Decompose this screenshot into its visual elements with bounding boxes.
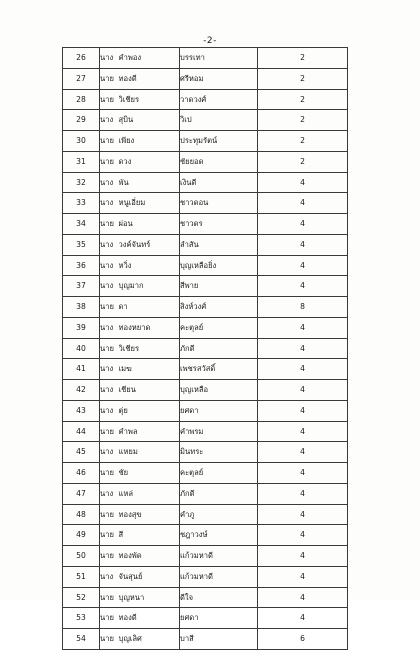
last-name-cell: เพชรสวัสดิ์	[180, 359, 258, 380]
first-name-cell: วิเชียร	[119, 338, 180, 359]
last-name-cell: วิเป	[180, 110, 258, 131]
last-name-cell: บุญเหลือยิ่ง	[180, 255, 258, 276]
row-number-cell: 31	[63, 151, 100, 172]
title-prefix-cell: นาย	[100, 504, 119, 525]
table-row	[63, 566, 348, 587]
value-cell: 4	[258, 587, 348, 608]
title-prefix-cell: นาง	[100, 234, 119, 255]
value-cell: 4	[258, 234, 348, 255]
table-row	[63, 442, 348, 463]
row-number-cell: 37	[63, 276, 100, 297]
last-name-cell: ยศดา	[180, 400, 258, 421]
title-prefix-cell: นาง	[100, 255, 119, 276]
table-row	[63, 234, 348, 255]
last-name-cell: บาสี	[180, 629, 258, 650]
first-name-cell: บุญมาก	[119, 276, 180, 297]
row-number-cell: 38	[63, 297, 100, 318]
value-cell: 4	[258, 421, 348, 442]
table-row	[63, 483, 348, 504]
first-name-cell: ชัย	[119, 463, 180, 484]
title-prefix-cell: นาง	[100, 48, 119, 69]
first-name-cell: จันสุนย์	[119, 566, 180, 587]
table-row	[63, 359, 348, 380]
row-number-cell: 43	[63, 400, 100, 421]
title-prefix-cell: นาง	[100, 110, 119, 131]
title-prefix-cell: นาย	[100, 421, 119, 442]
first-name-cell: หวิ่ง	[119, 255, 180, 276]
title-prefix-cell: นาง	[100, 172, 119, 193]
title-prefix-cell: นาง	[100, 442, 119, 463]
row-number-cell: 46	[63, 463, 100, 484]
table-row	[63, 151, 348, 172]
last-name-cell: เงินดี	[180, 172, 258, 193]
last-name-cell: ภักดี	[180, 338, 258, 359]
row-number-cell: 40	[63, 338, 100, 359]
value-cell: 4	[258, 193, 348, 214]
last-name-cell: คะตุลย์	[180, 463, 258, 484]
title-prefix-cell: นาย	[100, 546, 119, 567]
first-name-cell: ทองหยาด	[119, 317, 180, 338]
table-row	[63, 587, 348, 608]
value-cell: 2	[258, 151, 348, 172]
value-cell: 4	[258, 214, 348, 235]
table-row	[63, 546, 348, 567]
title-prefix-cell: นาย	[100, 131, 119, 152]
last-name-cell: ประทุมรัตน์	[180, 131, 258, 152]
value-cell: 2	[258, 89, 348, 110]
value-cell: 4	[258, 359, 348, 380]
value-cell: 4	[258, 504, 348, 525]
table-row	[63, 68, 348, 89]
title-prefix-cell: นาย	[100, 338, 119, 359]
first-name-cell: บุญเลิศ	[119, 629, 180, 650]
value-cell: 4	[258, 317, 348, 338]
last-name-cell: ลำสัน	[180, 234, 258, 255]
row-number-cell: 28	[63, 89, 100, 110]
value-cell: 4	[258, 608, 348, 629]
title-prefix-cell: นาง	[100, 566, 119, 587]
first-name-cell: วงค์จันทร์	[119, 234, 180, 255]
first-name-cell: ผ่อน	[119, 214, 180, 235]
table-row	[63, 131, 348, 152]
first-name-cell: สุบิน	[119, 110, 180, 131]
last-name-cell: แก้วมหาดี	[180, 566, 258, 587]
row-number-cell: 48	[63, 504, 100, 525]
row-number-cell: 44	[63, 421, 100, 442]
first-name-cell: คำพล	[119, 421, 180, 442]
row-number-cell: 34	[63, 214, 100, 235]
title-prefix-cell: นาง	[100, 317, 119, 338]
row-number-cell: 36	[63, 255, 100, 276]
row-number-cell: 52	[63, 587, 100, 608]
title-prefix-cell: นาย	[100, 151, 119, 172]
last-name-cell: ชาวดร	[180, 214, 258, 235]
title-prefix-cell: นาง	[100, 276, 119, 297]
row-number-cell: 50	[63, 546, 100, 567]
first-name-cell: บุญหนา	[119, 587, 180, 608]
row-number-cell: 45	[63, 442, 100, 463]
first-name-cell: ดา	[119, 297, 180, 318]
title-prefix-cell: นาย	[100, 525, 119, 546]
value-cell: 4	[258, 525, 348, 546]
last-name-cell: ดีใจ	[180, 587, 258, 608]
row-number-cell: 51	[63, 566, 100, 587]
title-prefix-cell: นาง	[100, 359, 119, 380]
value-cell: 2	[258, 110, 348, 131]
table-row	[63, 317, 348, 338]
row-number-cell: 53	[63, 608, 100, 629]
value-cell: 2	[258, 68, 348, 89]
row-number-cell: 49	[63, 525, 100, 546]
value-cell: 4	[258, 172, 348, 193]
title-prefix-cell: นาย	[100, 587, 119, 608]
table-row	[63, 297, 348, 318]
table-row	[63, 525, 348, 546]
value-cell: 4	[258, 483, 348, 504]
value-cell: 4	[258, 463, 348, 484]
value-cell: 2	[258, 131, 348, 152]
title-prefix-cell: นาย	[100, 214, 119, 235]
row-number-cell: 41	[63, 359, 100, 380]
first-name-cell: ทองดี	[119, 608, 180, 629]
table-row	[63, 48, 348, 69]
row-number-cell: 26	[63, 48, 100, 69]
last-name-cell: คำภู	[180, 504, 258, 525]
row-number-cell: 27	[63, 68, 100, 89]
first-name-cell: วิเชียร	[119, 89, 180, 110]
first-name-cell: แหยม	[119, 442, 180, 463]
value-cell: 4	[258, 442, 348, 463]
title-prefix-cell: นาง	[100, 380, 119, 401]
title-prefix-cell: นาง	[100, 193, 119, 214]
title-prefix-cell: นาย	[100, 297, 119, 318]
roster-body	[63, 48, 348, 650]
value-cell: 4	[258, 276, 348, 297]
last-name-cell: มินทระ	[180, 442, 258, 463]
table-row	[63, 214, 348, 235]
table-row	[63, 629, 348, 650]
first-name-cell: พัน	[119, 172, 180, 193]
first-name-cell: เมฆ	[119, 359, 180, 380]
title-prefix-cell: นาง	[100, 483, 119, 504]
last-name-cell: ภักดี	[180, 483, 258, 504]
first-name-cell: เชียน	[119, 380, 180, 401]
value-cell: 8	[258, 297, 348, 318]
last-name-cell: ชาวดอน	[180, 193, 258, 214]
table-row	[63, 421, 348, 442]
table-row	[63, 193, 348, 214]
row-number-cell: 33	[63, 193, 100, 214]
row-number-cell: 47	[63, 483, 100, 504]
row-number-cell: 29	[63, 110, 100, 131]
row-number-cell: 42	[63, 380, 100, 401]
value-cell: 4	[258, 400, 348, 421]
table-row	[63, 504, 348, 525]
first-name-cell: ทองดี	[119, 68, 180, 89]
first-name-cell: สี	[119, 525, 180, 546]
value-cell: 2	[258, 48, 348, 69]
row-number-cell: 30	[63, 131, 100, 152]
page-number: -2-	[203, 36, 217, 46]
value-cell: 4	[258, 566, 348, 587]
row-number-cell: 32	[63, 172, 100, 193]
value-cell: 4	[258, 338, 348, 359]
last-name-cell: สิงห์วงศ์	[180, 297, 258, 318]
row-number-cell: 35	[63, 234, 100, 255]
value-cell: 4	[258, 255, 348, 276]
table-row	[63, 255, 348, 276]
table-row	[63, 380, 348, 401]
last-name-cell: ยศดา	[180, 608, 258, 629]
last-name-cell: สีพาย	[180, 276, 258, 297]
last-name-cell: ชฎาวงษ์	[180, 525, 258, 546]
last-name-cell: คะตุลย์	[180, 317, 258, 338]
table-row	[63, 338, 348, 359]
first-name-cell: ดวง	[119, 151, 180, 172]
first-name-cell: เพียง	[119, 131, 180, 152]
last-name-cell: แก้วมหาดี	[180, 546, 258, 567]
last-name-cell: คำพรม	[180, 421, 258, 442]
table-row	[63, 276, 348, 297]
table-row	[63, 110, 348, 131]
row-number-cell: 39	[63, 317, 100, 338]
value-cell: 4	[258, 546, 348, 567]
last-name-cell: บุญเหลือ	[180, 380, 258, 401]
title-prefix-cell: นาง	[100, 400, 119, 421]
table-row	[63, 463, 348, 484]
value-cell: 4	[258, 380, 348, 401]
table-row	[63, 89, 348, 110]
value-cell: 6	[258, 629, 348, 650]
first-name-cell: ตุ่ย	[119, 400, 180, 421]
table-row	[63, 608, 348, 629]
title-prefix-cell: นาย	[100, 463, 119, 484]
first-name-cell: หนูเอี่ยม	[119, 193, 180, 214]
title-prefix-cell: นาย	[100, 68, 119, 89]
first-name-cell: คำพอง	[119, 48, 180, 69]
first-name-cell: แหล่	[119, 483, 180, 504]
title-prefix-cell: นาย	[100, 629, 119, 650]
row-number-cell: 54	[63, 629, 100, 650]
first-name-cell: ทองพัด	[119, 546, 180, 567]
last-name-cell: ชัยยอด	[180, 151, 258, 172]
table-row	[63, 172, 348, 193]
last-name-cell: วาดวงศ์	[180, 89, 258, 110]
roster-table	[62, 47, 348, 650]
table-row	[63, 400, 348, 421]
title-prefix-cell: นาย	[100, 608, 119, 629]
first-name-cell: ทองสุข	[119, 504, 180, 525]
last-name-cell: ศรีหอม	[180, 68, 258, 89]
title-prefix-cell: นาย	[100, 89, 119, 110]
last-name-cell: บรรเทา	[180, 48, 258, 69]
